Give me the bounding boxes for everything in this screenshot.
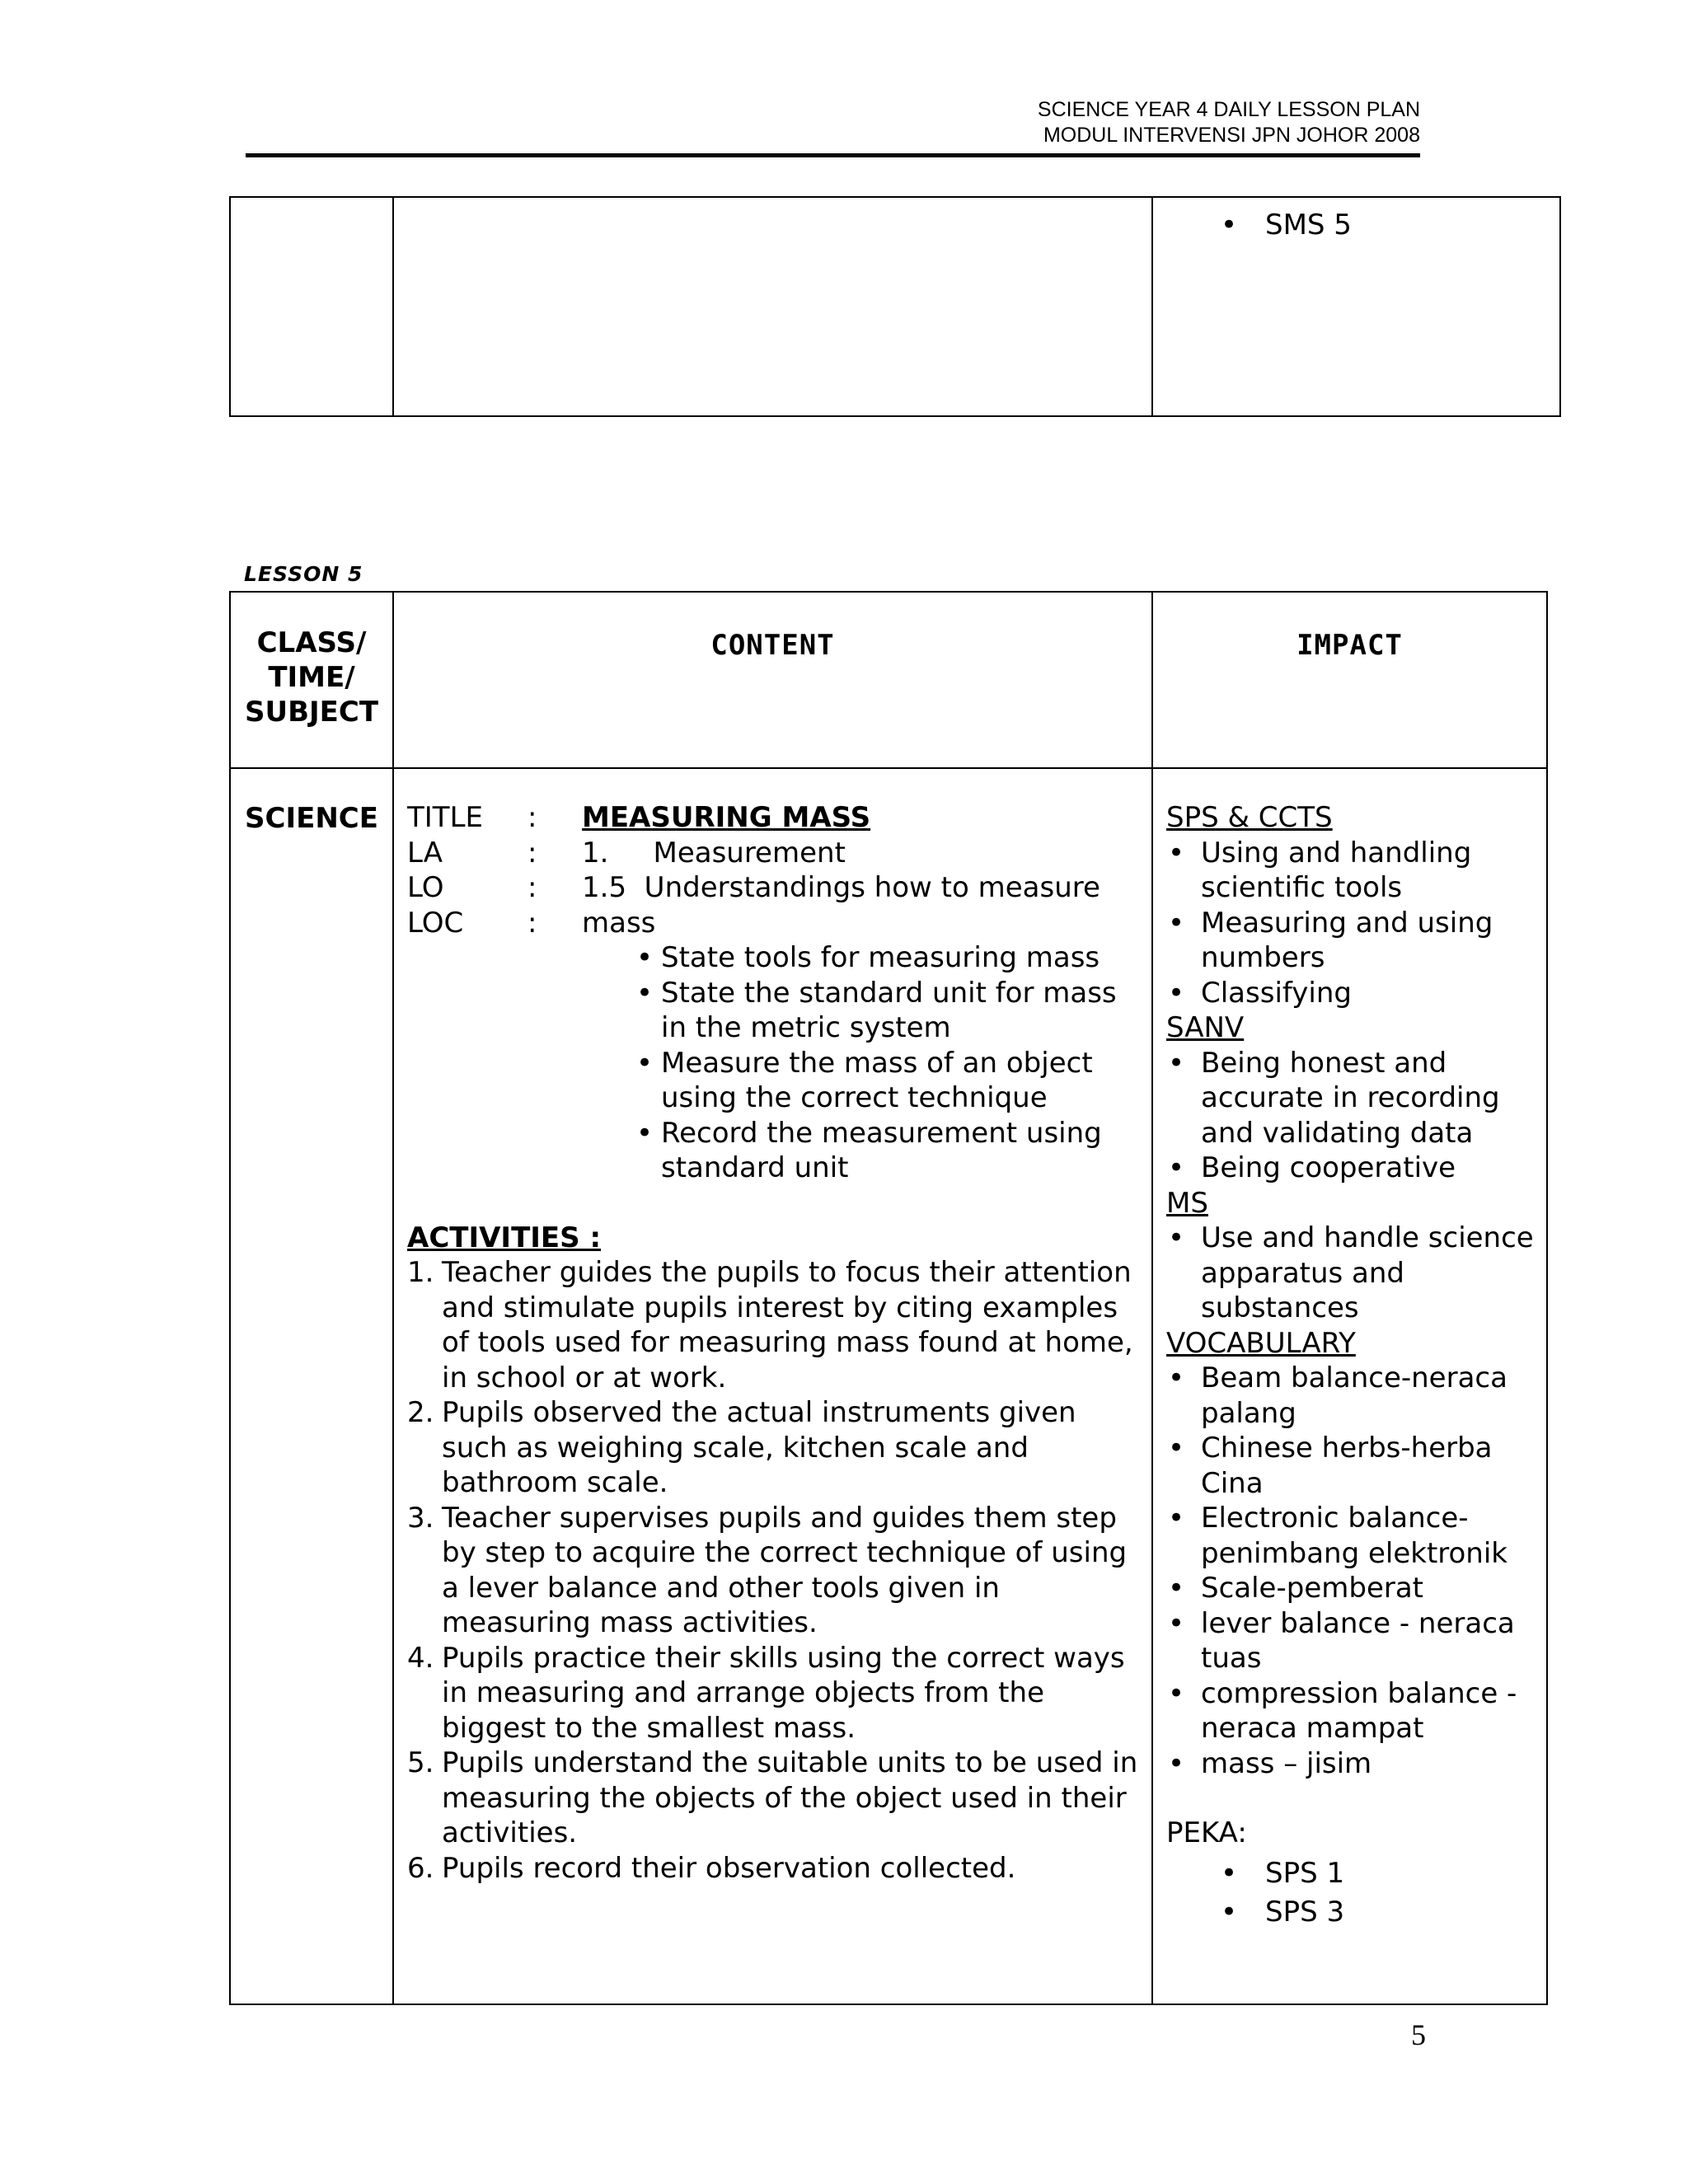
loc-list: [407, 940, 1140, 1186]
impact-item: • Being cooperative: [1166, 1151, 1538, 1186]
top-content-cell: [393, 197, 1152, 416]
activity-number: 1.: [407, 1256, 434, 1289]
meta-key: LO: [407, 871, 444, 904]
meta-value: MEASURING MASS: [582, 801, 871, 834]
meta-value: 1. Measurement: [582, 836, 846, 869]
activities-list: [407, 1255, 1140, 1886]
activity-text: Pupils practice their skills using the correct ways in measuring and arrange objects from the biggest to the smallest mass.: [442, 1641, 1125, 1745]
activity-text: Pupils record their observation collected.: [442, 1851, 1016, 1885]
activity-item: [407, 1746, 1140, 1851]
impact-list: [1166, 1046, 1538, 1186]
impact-item: • mass – jisim: [1166, 1746, 1538, 1782]
loc-item: • Record the measurement using standard unit: [636, 1116, 1140, 1186]
meta-colon: :: [528, 906, 537, 940]
activity-text: Pupils understand the suitable units to be used in measuring the objects of the object used in their activities.: [442, 1746, 1138, 1849]
time-header-line: TIME/: [268, 661, 355, 694]
impact-item: • Use and handle science apparatus and substances: [1166, 1221, 1538, 1326]
impact-item: • Chinese herbs-herba Cina: [1166, 1431, 1538, 1501]
activity-number: 5.: [407, 1746, 434, 1779]
header-line-2: MODUL INTERVENSI JPN JOHOR 2008: [1043, 124, 1420, 147]
impact-sections: [1166, 800, 1538, 1781]
continued-lesson-table: [229, 196, 1561, 417]
activity-item: [407, 1851, 1140, 1886]
peka-item: • SPS 1: [1166, 1854, 1538, 1893]
loc-item: • State the standard unit for mass in the metric system: [636, 976, 1140, 1046]
impact-item: • compression balance - neraca mampat: [1166, 1676, 1538, 1746]
meta-value: mass: [582, 906, 656, 940]
impact-header: IMPACT: [1152, 592, 1547, 768]
lesson-table: [229, 591, 1548, 2005]
activity-number: 3.: [407, 1501, 434, 1535]
impact-item: • Electronic balance-penimbang elektronik: [1166, 1501, 1538, 1571]
meta-value: 1.5 Understandings how to measure: [582, 871, 1100, 904]
page-header: [246, 97, 1420, 157]
lesson-label: LESSON 5: [244, 562, 363, 586]
content-header: CONTENT: [393, 592, 1152, 768]
peka-list: [1166, 1851, 1538, 1932]
meta-row-lo: [407, 870, 1140, 906]
activity-number: 6.: [407, 1851, 434, 1885]
top-impact-list: [1166, 203, 1559, 245]
subject-header-line: SUBJECT: [244, 696, 379, 729]
loc-item: • Measure the mass of an object using the correct technique: [636, 1046, 1140, 1116]
class-header-line: CLASS/: [256, 626, 367, 659]
content-cell: [393, 768, 1152, 2004]
page-number: 5: [1411, 2018, 1426, 2051]
impact-item: • lever balance - neraca tuas: [1166, 1606, 1538, 1676]
impact-heading: VOCABULARY: [1166, 1326, 1356, 1360]
meta-row-loc: [407, 906, 1140, 941]
activity-item: [407, 1641, 1140, 1746]
lesson-meta: [407, 800, 1140, 940]
impact-item: • Measuring and using numbers: [1166, 906, 1538, 976]
activity-text: Teacher guides the pupils to focus their attention and stimulate pupils interest by citing examples of tools used for measuring mass found at home, in school or at work.: [442, 1256, 1133, 1394]
meta-key: LOC: [407, 906, 464, 940]
impact-list: [1166, 1361, 1538, 1781]
meta-colon: :: [528, 801, 537, 834]
header-line-1: SCIENCE YEAR 4 DAILY LESSON PLAN: [1037, 98, 1420, 121]
impact-item: • Using and handling scientific tools: [1166, 836, 1538, 906]
activity-item: [407, 1501, 1140, 1641]
activities-title: ACTIVITIES :: [407, 1221, 602, 1254]
activity-item: [407, 1395, 1140, 1501]
peka-heading: PEKA:: [1166, 1816, 1247, 1849]
top-impact-item: • SMS 5: [1166, 206, 1559, 245]
subject-cell: SCIENCE: [230, 768, 393, 2004]
impact-item: • Beam balance-neraca palang: [1166, 1361, 1538, 1431]
meta-colon: :: [528, 871, 537, 904]
impact-list: [1166, 1221, 1538, 1326]
impact-item: • Scale-pemberat: [1166, 1571, 1538, 1606]
class-time-subject-header: [230, 592, 393, 768]
meta-row-title: [407, 800, 1140, 836]
activity-text: Teacher supervises pupils and guides them step by step to acquire the correct technique of using a lever balance and other tools given in measuring mass activities.: [442, 1501, 1128, 1639]
impact-list: [1166, 836, 1538, 1011]
activity-item: [407, 1255, 1140, 1395]
impact-heading: MS: [1166, 1186, 1208, 1220]
top-class-cell: [230, 197, 393, 416]
impact-heading: SPS & CCTS: [1166, 801, 1333, 834]
peka-item: • SPS 3: [1166, 1893, 1538, 1932]
meta-key: TITLE: [407, 801, 483, 834]
impact-cell: [1152, 768, 1547, 2004]
activity-number: 2.: [407, 1396, 434, 1429]
meta-row-la: [407, 836, 1140, 871]
activity-text: Pupils observed the actual instruments given such as weighing scale, kitchen scale and bathroom scale.: [442, 1396, 1076, 1499]
meta-key: LA: [407, 836, 443, 869]
top-impact-cell: [1152, 197, 1560, 416]
impact-heading: SANV: [1166, 1011, 1245, 1044]
activity-number: 4.: [407, 1641, 434, 1675]
impact-item: • Being honest and accurate in recording and validating data: [1166, 1046, 1538, 1151]
impact-item: • Classifying: [1166, 976, 1538, 1011]
meta-colon: :: [528, 836, 537, 869]
loc-item: • State tools for measuring mass: [636, 940, 1140, 976]
